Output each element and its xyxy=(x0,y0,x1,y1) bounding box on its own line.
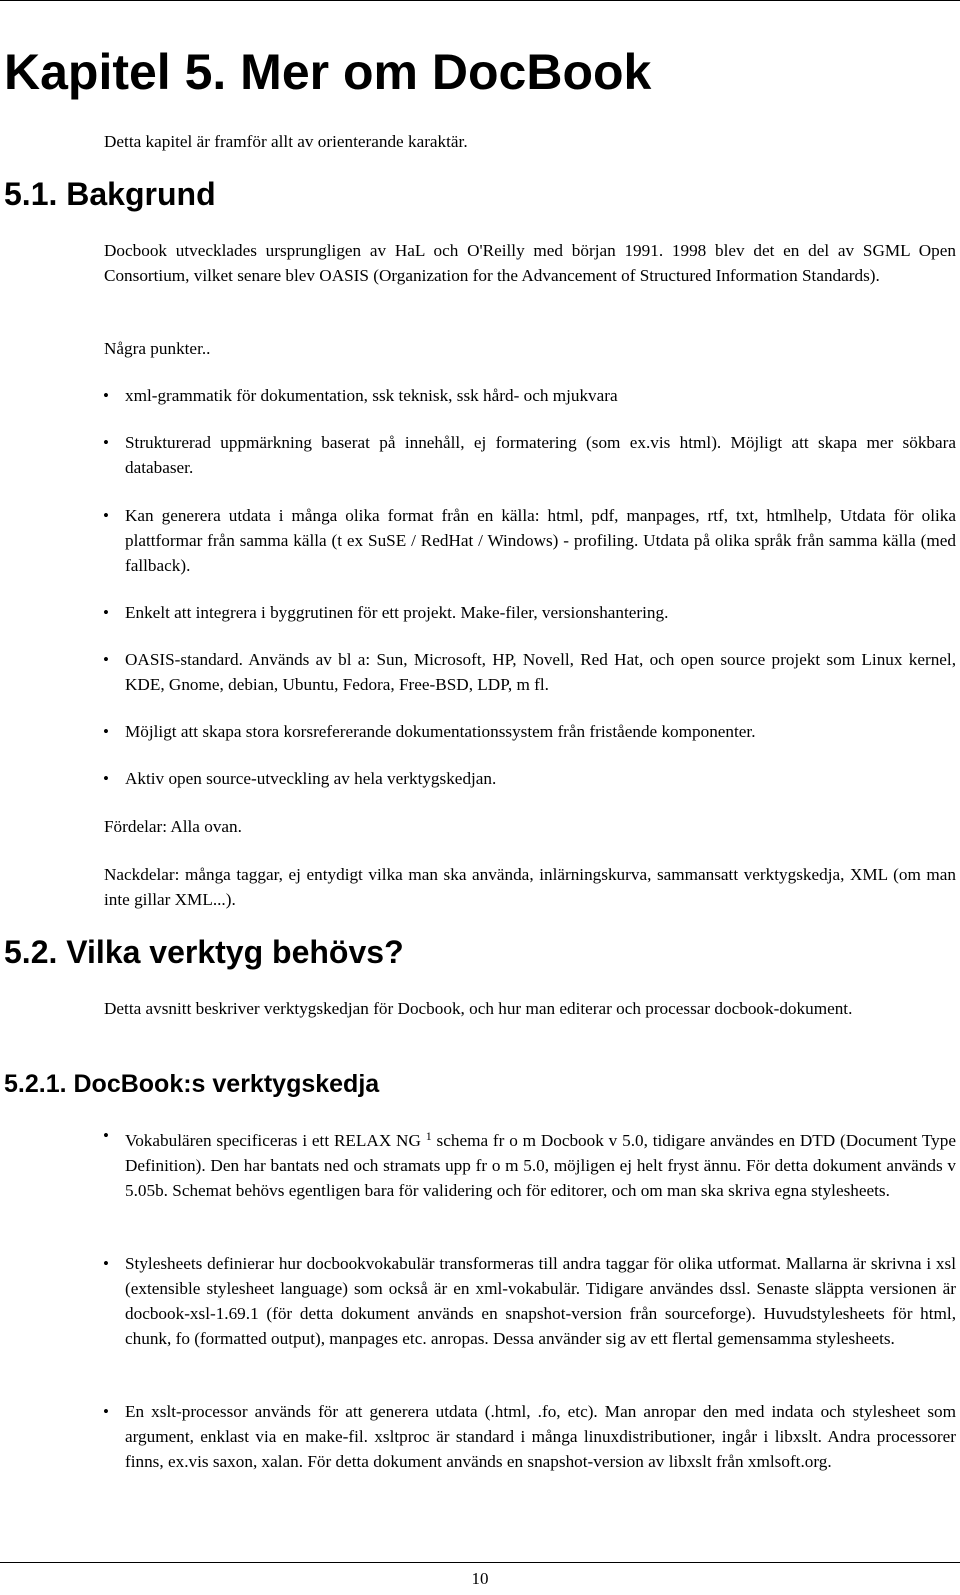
bullet-icon: • xyxy=(103,722,109,741)
list-item-text: xml-grammatik för dokumentation, ssk teknisk, ssk hård- och mjukvara xyxy=(125,386,618,405)
list-item xyxy=(104,383,956,408)
list-item xyxy=(104,766,956,791)
bullet-icon: • xyxy=(103,506,109,525)
advantages-text: Fördelar: Alla ovan. xyxy=(104,817,242,836)
list-item-text: Enkelt att integrera i byggrutinen för ett projekt. Make-filer, versionshantering. xyxy=(125,603,669,622)
list-item-text xyxy=(125,1128,956,1203)
bullet-icon: • xyxy=(103,1402,109,1421)
disadvantages-text: Nackdelar: många taggar, ej entydigt vilka man ska använda, inlärningskurva, sammansatt verktygskedja, XML (om man inte gillar XML...). xyxy=(104,865,956,909)
subsection-heading: 5.2.1. DocBook:s verktygskedja xyxy=(4,1070,380,1098)
list-item-text: Aktiv open source-utveckling av hela verktygskedjan. xyxy=(125,769,497,788)
list-item xyxy=(104,1251,956,1351)
page-number: 10 xyxy=(471,1569,489,1588)
chapter-intro: Detta kapitel är framför allt av orienterande karaktär. xyxy=(104,132,468,151)
top-rule xyxy=(0,0,960,1)
list-item xyxy=(104,600,956,625)
bullet-icon: • xyxy=(103,650,109,669)
list-item-text: En xslt-processor används för att generera utdata (.html, .fo, etc). Man anropar den med indata och stylesheet som argument, enklast via en make-fil. xsltproc är standard i många linuxdistributioner, ingår i libxslt. Andra processorer finns, ex.vis saxon, xalan. För detta dokument används en snapshot-version av libxslt från xmlsoft.org. xyxy=(125,1402,956,1471)
list-item-text: Kan generera utdata i många olika format från en källa: html, pdf, manpages, rtf, txt, htmlhelp, Utdata för olika plattformar från samma källa (t ex SuSE / RedHat / Windows) - profiling. Utdata på olika språk från samma källa (med fallback). xyxy=(125,506,956,575)
list-item xyxy=(104,647,956,697)
list-item xyxy=(104,1399,956,1474)
section-heading-bakgrund: 5.1. Bakgrund xyxy=(4,176,216,212)
footnote-reference[interactable]: 1 xyxy=(425,1129,432,1143)
list-item-text-start: Vokabulären specificeras i ett RELAX NG xyxy=(125,1131,426,1150)
section-paragraph: Detta avsnitt beskriver verktygskedjan för Docbook, och hur man editerar och processar docbook-dokument. xyxy=(104,999,853,1018)
footer-rule xyxy=(0,1562,960,1563)
bullet-icon: • xyxy=(103,603,109,622)
list-item xyxy=(104,430,956,480)
section-heading-verktyg: 5.2. Vilka verktyg behövs? xyxy=(4,934,404,970)
points-intro: Några punkter.. xyxy=(104,339,211,358)
list-item-text: Möjligt att skapa stora korsrefererande dokumentationssystem från fristående komponenter. xyxy=(125,722,756,741)
list-item xyxy=(104,503,956,578)
bullet-icon: • xyxy=(103,769,109,788)
chapter-title: Kapitel 5. Mer om DocBook xyxy=(4,44,652,100)
list-item-text: Strukturerad uppmärkning baserat på innehåll, ej formatering (som ex.vis html). Möjligt att skapa mer sökbara databaser. xyxy=(125,433,956,477)
list-item xyxy=(104,1128,956,1203)
list-item-text-end: schema fr o m Docbook v 5.0, tidigare användes en DTD (Document Type Definition). Den har bantats ned och stramats upp fr o m 5.0, möjligen ej helt fryst ännu. För detta dokument används v 5.05b. Schemat behövs egentligen bara för validering och för editorer, och om man ska skriva egna stylesheets. xyxy=(125,1131,956,1200)
bullet-icon: • xyxy=(103,1126,109,1145)
bullet-icon: • xyxy=(103,1254,109,1273)
section-paragraph: Docbook utvecklades ursprungligen av HaL och O'Reilly med början 1991. 1998 blev det en del av SGML Open Consortium, vilket senare blev OASIS (Organization for the Advancement of Structured Information Standards). xyxy=(104,241,956,285)
bullet-icon: • xyxy=(103,386,109,405)
bullet-icon: • xyxy=(103,433,109,452)
list-item-text: OASIS-standard. Används av bl a: Sun, Microsoft, HP, Novell, Red Hat, och open source projekt som Linux kernel, KDE, Gnome, debian, Ubuntu, Fedora, Free-BSD, LDP, m fl. xyxy=(125,650,956,694)
list-item xyxy=(104,719,956,744)
list-item-text: Stylesheets definierar hur docbookvokabulär transformeras till andra taggar för olika utformat. Mallarna är skrivna i xsl (extensible stylesheet language) som också är en xml-vokabulär. Tidigare användes dssl. Senaste släppta versionen är docbook-xsl-1.69.1 (för detta dokument används en snapshot-version från sourceforge). Huvudstylesheets för html, chunk, fo (formatted output), manpages etc. anropas. Dessa använder sig av ett flertal gemensamma stylesheets. xyxy=(125,1254,956,1348)
